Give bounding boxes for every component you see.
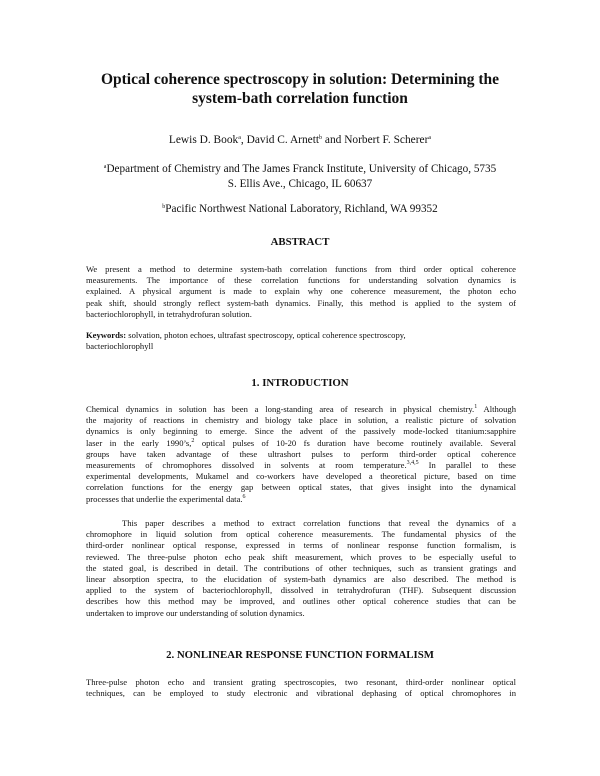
affiliation-a-marker: a [103,164,107,170]
abstract-line: explained. A physical argument is made to explain why one coherence measurement, the photon echo [86,286,516,297]
section-2-paragraph [86,677,516,699]
citation: 6 [242,493,246,500]
intro-text: optical pulses of 10-20 fs duration have become routinely available. Several [194,437,516,448]
intro-line: applied to the system of bacteriochlorophyll, dissolved in tetrahydrofuran (THF). Subsequent discussion [86,585,516,596]
author-separator: and [322,134,345,146]
intro-text: measurements of chromophores dissolved in solvents at room temperature. [86,460,407,471]
introduction-paragraph-1 [86,404,516,505]
intro-text: Although [477,404,516,414]
intro-line: reviewed. The three-pulse photon echo peak shift measurement, which proves to be especially useful to [86,551,516,562]
keywords-line-2: bacteriochlorophyll [86,341,154,352]
abstract-line: bacteriochlorophyll, in tetrahydrofuran solution. [86,308,252,319]
introduction-paragraph-2 [86,518,516,619]
author-arnett: David C. Arnett [246,134,320,146]
section-2-line: Three-pulse photon echo and transient grating spectroscopies, two resonant, third-order nonlinear optical [86,677,516,687]
intro-line: experimental developments, Mukamel and co-workers have developed a theoretical picture, based on time [86,471,516,482]
introduction-heading: 1. INTRODUCTION [251,377,349,389]
intro-line: correlation functions for the energy gap between optical states, that gives insight into the dynamical [86,482,516,493]
keywords-block [86,330,516,352]
intro-line: third-order nonlinear optical response, expressed in terms of nonlinear response function formalism, is [86,540,516,551]
affiliation-a-text: Department of Chemistry and The James Franck Institute, University of Chicago, 5735 [106,163,497,175]
author-scherer-affil: a [428,135,432,141]
affiliation-b-marker: b [162,204,166,210]
paper-title [60,70,540,108]
author-arnett-affil: b [319,135,323,141]
citation: 1 [474,404,478,410]
intro-line: dynamics is only beginning to emerge. Since the advent of the passively mode-locked titanium:sapphire [86,426,516,437]
abstract-line: We present a method to determine system-bath correlation functions from third order optical coherence [86,264,516,274]
affiliation-b-text: Pacific Northwest National Laboratory, Richland, WA 99352 [165,203,438,215]
affiliation-a-line-1 [70,162,530,177]
intro-line: This paper describes a method to extract correlation functions that reveal the dynamics of a [122,518,516,528]
abstract-heading: ABSTRACT [270,236,330,248]
intro-text: processes that underlie the experimental data. [86,493,243,504]
affiliation-b [0,203,600,215]
title-line-2: system-bath correlation function [192,90,408,107]
abstract-line: measurements. The importance of these correlation functions for understanding solvation dynamics is [86,275,516,286]
citation: 2 [191,437,195,444]
keywords-label: Keywords: [86,330,127,340]
author-list [0,134,600,146]
section-2-line: techniques, can be employed to study electronic and vibrational dephasing of optical chromophores in [86,688,516,699]
intro-line [86,460,516,471]
intro-line [86,438,516,449]
author-book: Lewis D. Book [168,134,239,146]
intro-text: Chemical dynamics in solution has been a long-standing area of research in physical chemistry. [86,404,475,414]
author-scherer: Norbert F. Scherer [344,134,429,146]
intro-line: describes how this method may be improved, and outlines other optical coherence studies that can be [86,596,516,607]
keywords-line-1 [86,330,516,341]
intro-line: undertaken to improve our understanding of solution dynamics. [86,607,305,618]
intro-line: the majority of reactions in chemistry and biology take place in solution, a realistic picture of solvation [86,415,516,426]
intro-line: the stated goal, is described in detail. The contributions of other techniques, such as transient gratings and [86,562,516,573]
intro-text: laser in the early 1990’s, [86,437,192,448]
intro-line [86,404,516,415]
author-book-affil: a [238,135,241,141]
abstract-body [86,264,516,320]
title-line-1: Optical coherence spectroscopy in solution: Determining the [100,71,500,88]
author-separator: , [240,134,247,146]
intro-line [86,494,516,505]
abstract-line: peak shift, should strongly reflect system-bath dynamics. Finally, this method is applied to the system of [86,297,516,308]
intro-line: linear absorption spectra, to the elucidation of system-bath dynamics are also described. The method is [86,574,516,585]
affiliation-a [70,162,530,192]
intro-text: In parallel to these [418,460,516,471]
citation: 3,4,5 [406,460,419,467]
intro-line: groups have taken advantage of these ultrashort pulses to perform third-order optical coherence [86,448,516,459]
keywords-list: solvation, photon echoes, ultrafast spectroscopy, optical coherence spectroscopy, [126,330,406,340]
intro-line: chromophore in liquid solution from optical coherence measurements. The fundamental physics of the [86,529,516,540]
affiliation-a-line-2: S. Ellis Ave., Chicago, IL 60637 [227,178,373,190]
section-2-heading: 2. NONLINEAR RESPONSE FUNCTION FORMALISM [166,649,434,661]
